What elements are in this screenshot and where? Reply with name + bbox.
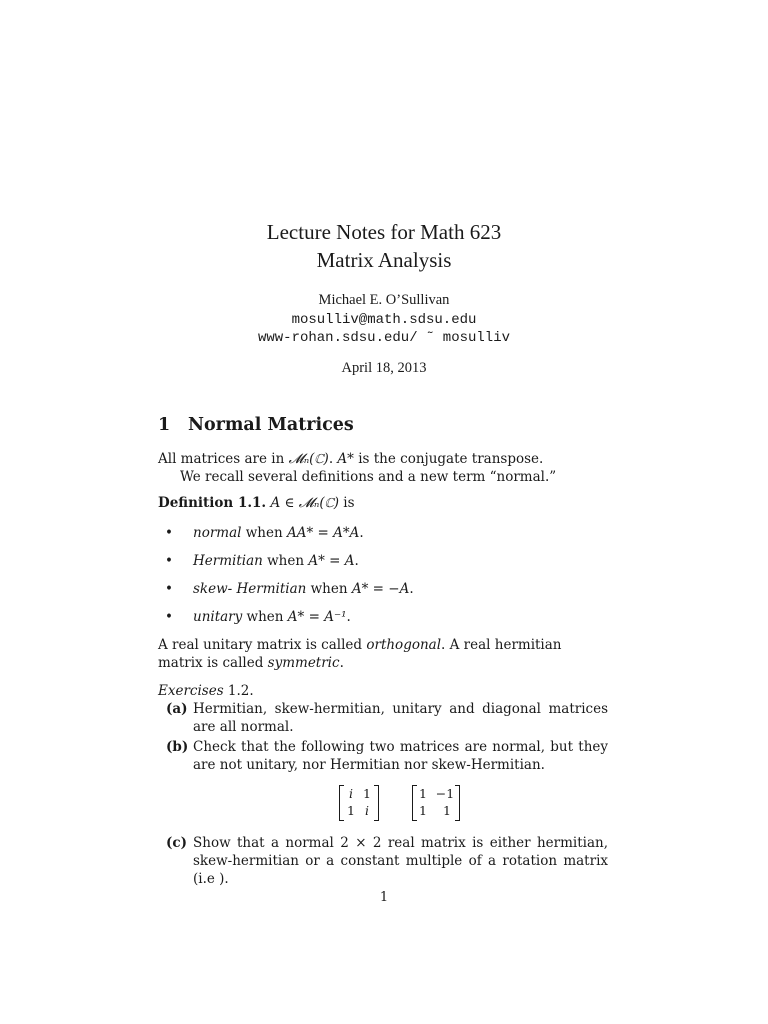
definition-item [165,524,364,542]
definition-math: A ∈ 𝓜ₙ(ℂ) [270,495,339,511]
matrix-cell: i [365,803,369,818]
exercises-label: Exercises [158,683,224,699]
section-number: 1 [158,415,171,435]
matrix-cell: i [349,786,353,801]
definition-text: when [306,581,352,597]
definition-end: . [359,525,364,541]
definition-text: when [242,609,288,625]
definition-term: normal [193,525,242,541]
bullet-icon: • [165,609,173,625]
exercise-item [166,738,608,774]
definition-term: Hermitian [193,553,263,569]
exercises-heading [158,682,254,700]
author-website: www-rohan.sdsu.edu/ ˜ mosulliv [257,330,511,346]
matrix-bracket [374,785,379,821]
exercise-item [166,834,608,888]
matrix-2 [412,785,460,821]
definition-item [165,552,359,570]
bullet-icon: • [165,525,173,541]
remark-paragraph [158,636,608,672]
definition-item [165,608,351,626]
intro-line-1 [158,450,608,468]
title-line-2: Matrix Analysis [316,248,452,272]
definition-end: . [346,609,351,625]
remark-text: . A real hermitian matrix is called [158,637,562,671]
title-line-1: Lecture Notes for Math 623 [266,220,502,244]
page-number: 1 [379,890,389,905]
remark-term: symmetric [267,655,340,671]
matrix-bracket [455,785,460,821]
intro-text: All matrices are in [158,451,289,467]
definition-heading [158,494,355,512]
author-name: Michael E. O’Sullivan [318,292,450,308]
section-title: Normal Matrices [188,415,354,435]
document-date: April 18, 2013 [341,360,427,376]
exercise-text: Show that a normal 2 × 2 real matrix is either hermitian, skew-hermitian or a constant multiple of a rotation matrix (i.e ). [193,835,608,887]
exercise-label: (c) [166,835,187,851]
section-heading [158,414,354,436]
matrix-1 [339,785,379,821]
definition-rest: is [339,495,355,511]
definition-math: AA* = A*A [286,525,360,541]
definition-end: . [354,553,359,569]
exercise-text: Check that the following two matrices are normal, but they are not unitary, nor Hermitian nor skew-Hermitian. [193,739,608,773]
intro-text: . [328,451,338,467]
definition-math: A* = −A [351,581,410,597]
matrix-cell: −1 [435,786,455,801]
exercise-label: (a) [166,701,188,717]
definition-math: A* = A⁻¹ [287,609,347,625]
remark-text: A real unitary matrix is called [158,637,367,653]
bullet-icon: • [165,581,173,597]
exercise-item [166,700,608,736]
definition-item [165,580,414,598]
remark-term: orthogonal [366,637,442,653]
definition-text: when [241,525,287,541]
matrix-cell: 1 [443,803,451,818]
exercise-label: (b) [166,739,189,755]
definition-term: unitary [193,609,243,625]
definition-math: A* = A [308,553,355,569]
author-email: mosulliv@math.sdsu.edu [291,312,477,328]
matrix-bracket [339,785,344,821]
intro-text: is the conjugate transpose. [353,451,544,467]
matrix-cell: 1 [363,786,371,801]
remark-text: . [339,655,344,671]
bullet-icon: • [165,553,173,569]
exercises-number: 1.2. [223,683,254,699]
definition-term: skew- Hermitian [193,581,307,597]
matrix-cell: 1 [419,786,427,801]
exercise-text: Hermitian, skew-hermitian, unitary and diagonal matrices are all normal. [193,701,608,735]
matrix-cell: 1 [419,803,427,818]
definition-end: . [409,581,414,597]
definition-label: Definition 1.1. [158,495,267,511]
matrix-cell: 1 [347,803,355,818]
intro-line-2: We recall several definitions and a new term “normal.” [180,469,557,485]
intro-math: 𝓜ₙ(ℂ) [288,451,329,467]
intro-math: A* [337,451,354,467]
definition-text: when [262,553,309,569]
